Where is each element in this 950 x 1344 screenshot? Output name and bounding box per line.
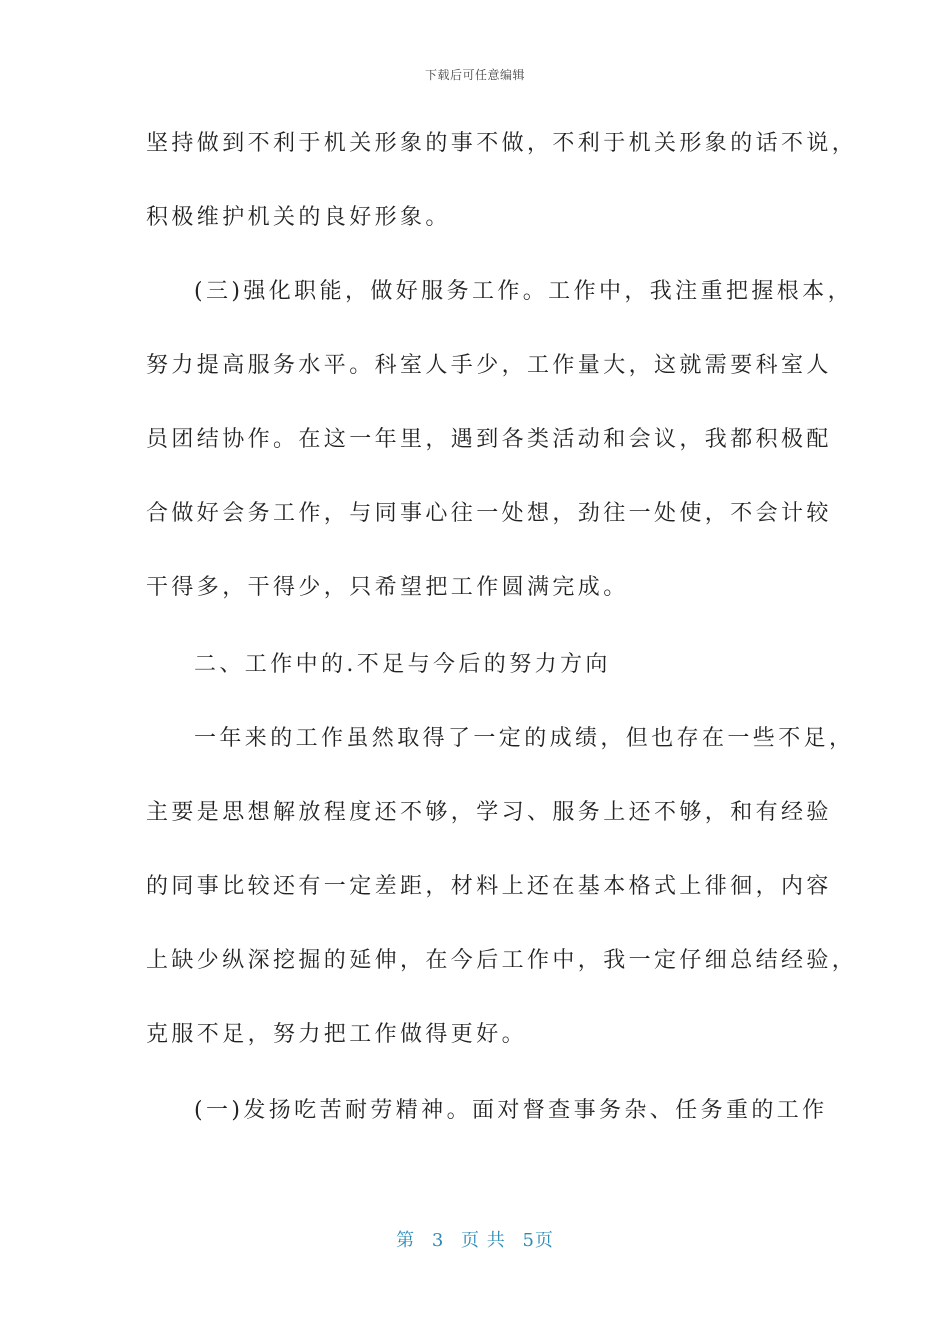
page-mid: 页 共 <box>461 1230 506 1251</box>
body-line: 克服不足，努力把工作做得更好。 <box>146 1022 528 1047</box>
page-prefix: 第 <box>396 1230 416 1251</box>
section-heading: 二、工作中的.不足与今后的努力方向 <box>194 652 611 677</box>
body-line: 的同事比较还有一定差距，材料上还在基本格式上徘徊，内容 <box>146 874 832 899</box>
body-line: 坚持做到不利于机关形象的事不做，不利于机关形象的话不说， <box>146 131 858 156</box>
body-line: 努力提高服务水平。科室人手少，工作量大，这就需要科室人 <box>146 353 832 378</box>
paragraph-start-line: (三)强化职能，做好服务工作。工作中，我注重把握根本， <box>194 279 853 304</box>
body-line: 上缺少纵深挖掘的延伸，在今后工作中，我一定仔细总结经验， <box>146 948 858 973</box>
body-line: 员团结协作。在这一年里，遇到各类活动和会议，我都积极配 <box>146 427 832 452</box>
body-line: 积极维护机关的良好形象。 <box>146 205 451 230</box>
paragraph-start-line: (一)发扬吃苦耐劳精神。面对督查事务杂、任务重的工作 <box>194 1098 828 1123</box>
page-number: 3 <box>431 1230 445 1251</box>
body-line: 合做好会务工作，与同事心往一处想，劲往一处使，不会计较 <box>146 501 832 526</box>
body-line: 干得多，干得少，只希望把工作圆满完成。 <box>146 575 629 600</box>
page-total: 5页 <box>522 1230 554 1251</box>
page-footer <box>0 1226 950 1252</box>
body-line: 主要是思想解放程度还不够，学习、服务上还不够，和有经验 <box>146 800 832 825</box>
page-header: 下载后可任意编辑 <box>424 68 525 82</box>
paragraph-start-line: 一年来的工作虽然取得了一定的成绩，但也存在一些不足， <box>194 726 855 751</box>
